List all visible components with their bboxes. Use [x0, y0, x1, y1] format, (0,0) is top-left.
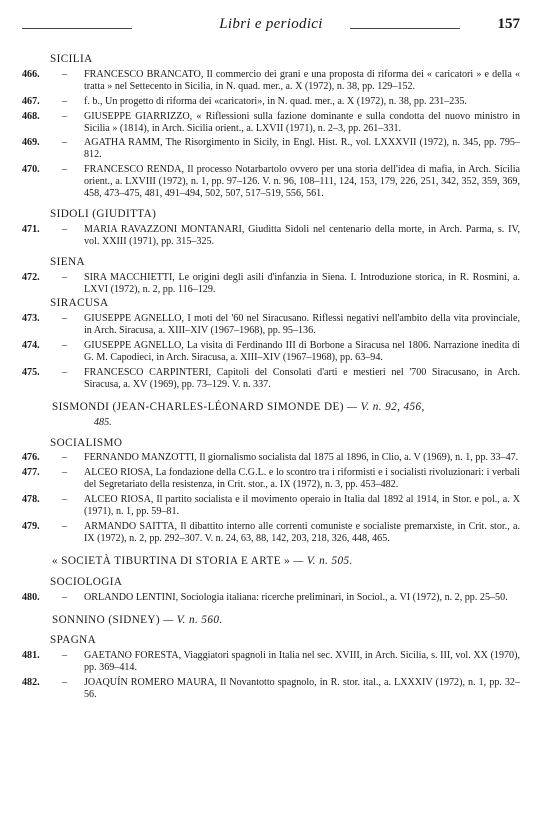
entry-number: 475. — [22, 366, 40, 378]
entry-number: 478. — [22, 494, 40, 506]
bibliography-entry: 469. – AGATHA RAMM, The Risorgimento in Sicily, in Engl. Hist. R., vol. LXXXVII (1972), n. 345, pp. 795–812. — [22, 137, 520, 161]
entry-text: SIRA MACCHIETTI, Le origini degli asili d'infanzia in Siena. I. Introduzione storica, in R. Rosmini, a. LXVI (1972), n. 2, pp. 116–129. — [84, 271, 520, 295]
running-title: Libri e periodici — [219, 16, 323, 32]
crossref-heading-sonnino: SONNINO (SIDNEY) — V. n. 560. — [52, 613, 223, 626]
entry-text: ALCEO RIOSA, Il partito socialista e il movimento operaio in Italia dal 1892 al 1914, in Stor. e pol., a. X (1971), n. 1, pp. 59–81. — [84, 494, 520, 518]
page-number: 157 — [497, 16, 520, 32]
crossref-heading-sismondi: SISMONDI (JEAN-CHARLES-LÉONARD SIMONDE DE) — V. n. 92, 456, — [52, 400, 425, 413]
entry-text: ARMANDO SAITTA, Il dibattito interno alle correnti comuniste e socialiste premarxiste, in Crit. stor., a. IX (1972), n. 2, pp. 292–307. V. n. 24, 63, 88, 142, 203, 218, 326, 448, 465. — [84, 521, 520, 544]
entry-number: 474. — [22, 340, 40, 352]
entry-number: 471. — [22, 223, 40, 235]
entry-text: ALCEO RIOSA, La fondazione della C.G.L. e lo scontro tra i riformisti e i socialisti rivoluzionari: i verbali del Segretariato della resistenza, in Crit. stor., a. IX (1972), n. 3, pp. 453–482. — [84, 467, 520, 491]
section-heading: SIENA — [50, 255, 85, 268]
section-heading: SIDOLI (GIUDITTA) — [50, 207, 157, 220]
entry-number: 468. — [22, 110, 40, 122]
bibliography-entry: 470. – FRANCESCO RENDA, Il processo Notarbartolo ovvero per una storia dell'idea di mafia, in Arch. Sicilia orient., a. LXVIII (1972), n. 1, pp. 97–126. V. n. 96, 108–111, 124, 153, 179, 226, 251, 342, 352, 359, 369, 458, 473–475, 481, 491–494, 502, 507, 517–519, 556, 561. — [22, 164, 520, 200]
bibliography-body — [22, 52, 520, 704]
entry-text: JOAQUÍN ROMERO MAURA, Il Novantotto spagnolo, in R. stor. ital., a. LXXXIV (1972), n. 1, pp. 32–56. — [84, 677, 520, 701]
bibliography-entry: 478. – ALCEO RIOSA, Il partito socialista e il movimento operaio in Italia dal 1892 al 1914, in Stor. e pol., a. X (1971), n. 1, pp. 59–81. — [22, 494, 520, 518]
entry-number: 480. — [22, 591, 40, 603]
entry-number: 482. — [22, 677, 40, 689]
bibliography-entry: 476. – FERNANDO MANZOTTI, Il giornalismo socialista dal 1875 al 1896, in Clio, a. V (1969), n. 1, pp. 33–47. — [22, 452, 519, 464]
entry-text: f. b., Un progetto di riforma dei «caricatori», in N. quad. mer., a. X (1972), n. 38, pp. 231–235. — [84, 95, 467, 107]
entry-number: 477. — [22, 467, 40, 479]
section-heading: SOCIALISMO — [50, 436, 123, 449]
entry-number: 469. — [22, 137, 40, 149]
entry-number: 472. — [22, 271, 40, 283]
running-head — [22, 16, 520, 38]
bibliography-entry: 474. – GIUSEPPE AGNELLO, La visita di Ferdinando III di Borbone a Siracusa nel 1806. Narrazione inedita di G. M. Capodieci, in Arch. Siracusa, a. XIII–XIV (1967–1968), pp. 63–94. — [22, 340, 520, 364]
bibliography-entry: 473. – GIUSEPPE AGNELLO, I moti del '60 nel Siracusano. Riflessi negativi nell'ambito della vita provinciale, in Arch. Siracusa, a. XIII–XIV (1967–1968), pp. 95–136. — [22, 313, 520, 337]
entry-text: MARIA RAVAZZONI MONTANARI, Giuditta Sidoli nel centenario della morte, in Arch. Parma, s. IV, vol. XXIII (1971), pp. 315–325. — [84, 223, 520, 247]
bibliography-entry: 480. – ORLANDO LENTINI, Sociologia italiana: ricerche preliminari, in Sociol., a. VI (1972), n. 2, pp. 25–50. — [22, 592, 520, 604]
bibliography-entry: 466. – FRANCESCO BRANCATO, Il commercio dei grani e una proposta di riforma dei « caricatori » e della « tratta » nel Settecento in Sicilia, in N. quad. mer., a. X (1972), n. 38, pp. 129–152. — [22, 68, 520, 92]
entry-text: GAETANO FORESTA, Viaggiatori spagnoli in Italia nel sec. XVIII, in Arch. Sicilia, s. III, vol. XX (1970), pp. 369–414. — [84, 650, 520, 674]
crossref-heading-tiburtina: « SOCIETÀ TIBURTINA DI STORIA E ARTE » — V. n. 505. — [52, 554, 353, 567]
bibliography-entry: 475. – FRANCESCO CARPINTERI, Capitoli del Consolati d'arti e mestieri nel '700 Siracusano, in Arch. Siracusa, a. XV (1969), pp. 73–129. V. n. 337. — [22, 366, 520, 390]
bibliography-entry: 477. – ALCEO RIOSA, La fondazione della C.G.L. e lo scontro tra i riformisti e i socialisti rivoluzionari: i verbali del Segretariato della resistenza, in Crit. stor., a. IX (1972), n. 3, pp. 453–482. — [22, 467, 520, 491]
entry-text: GIUSEPPE GIARRIZZO, « Riflessioni sulla fazione dominante e sulla condotta del nuovo ministro in Sicilia » (1814), in Arch. Sicilia orient., a. LXVII (1971), n. 2–3, pp. 261–331. — [84, 110, 520, 134]
bibliography-entry: 467. – f. b., Un progetto di riforma dei «caricatori», in N. quad. mer., a. X (1972), n. 38, pp. 231–235. — [22, 96, 520, 108]
entry-text: ORLANDO LENTINI, Sociologia italiana: ricerche preliminari, in Sociol., a. VI (1972), n. 2, pp. 25–50. — [84, 591, 508, 603]
entry-number: 466. — [22, 68, 40, 80]
entry-number: 479. — [22, 521, 40, 532]
bibliography-entry: 481. – GAETANO FORESTA, Viaggiatori spagnoli in Italia nel sec. XVIII, in Arch. Sicilia, s. III, vol. XX (1970), pp. 369–414. — [22, 650, 520, 674]
entry-number: 473. — [22, 313, 40, 325]
entry-text: FERNANDO MANZOTTI, Il giornalismo socialista dal 1875 al 1896, in Clio, a. V (1969), n. 1, pp. 33–47. — [84, 452, 519, 464]
entry-text: FRANCESCO BRANCATO, Il commercio dei grani e una proposta di riforma dei « caricatori » e della « tratta » nel Settecento in Sicilia, in N. quad. mer., a. X (1972), n. 38, pp. 129–152. — [84, 68, 520, 92]
entry-text: FRANCESCO RENDA, Il processo Notarbartolo ovvero per una storia dell'idea di mafia, in Arch. Sicilia orient., a. LXVIII (1972), n. 1, pp. 97–126. V. n. 96, 108–111, 124, 153, 179, 226, 251, 342, 352, 359, 369, 458, 473–475, 481, 491–494, 502, 507, 517–519, 556, 561. — [84, 164, 520, 200]
entry-text: GIUSEPPE AGNELLO, La visita di Ferdinando III di Borbone a Siracusa nel 1806. Narrazione inedita di G. M. Capodieci, in Arch. Siracusa, a. XIII–XIV (1967–1968), pp. 63–94. — [84, 340, 520, 364]
header-rule-right — [350, 28, 460, 29]
entry-number: 467. — [22, 95, 40, 107]
entry-number: 476. — [22, 452, 40, 464]
bibliography-entry: 479. – ARMANDO SAITTA, Il dibattito interno alle correnti comuniste e socialiste premarxiste, in Crit. stor., a. IX (1972), n. 2, pp. 292–307. V. n. 24, 63, 88, 142, 203, 218, 326, 448, 465. — [22, 521, 520, 544]
bibliography-entry: 468. – GIUSEPPE GIARRIZZO, « Riflessioni sulla fazione dominante e sulla condotta del nuovo ministro in Sicilia » (1814), in Arch. Sicilia orient., a. LXVII (1971), n. 2–3, pp. 261–331. — [22, 110, 520, 134]
bibliography-entry: 482. – JOAQUÍN ROMERO MAURA, Il Novantotto spagnolo, in R. stor. ital., a. LXXXIV (1972), n. 1, pp. 32–56. — [22, 677, 520, 701]
entry-text: FRANCESCO CARPINTERI, Capitoli del Consolati d'arti e mestieri nel '700 Siracusano, in Arch. Siracusa, a. XV (1969), pp. 73–129. V. n. 337. — [84, 366, 520, 390]
section-heading: SPAGNA — [50, 634, 97, 647]
bibliography-entry: 471. – MARIA RAVAZZONI MONTANARI, Giuditta Sidoli nel centenario della morte, in Arch. Parma, s. IV, vol. XXIII (1971), pp. 315–325. — [22, 223, 520, 247]
entry-number: 481. — [22, 650, 40, 662]
entry-text: GIUSEPPE AGNELLO, I moti del '60 nel Siracusano. Riflessi negativi nell'ambito della vita provinciale, in Arch. Siracusa, a. XIII–XIV (1967–1968), pp. 95–136. — [84, 313, 520, 337]
entry-text: AGATHA RAMM, The Risorgimento in Sicily, in Engl. Hist. R., vol. LXXXVII (1972), n. 345, pp. 795–812. — [84, 137, 520, 161]
section-heading: SICILIA — [50, 53, 93, 65]
section-heading: SOCIOLOGIA — [50, 575, 123, 588]
crossref-continuation: 485. — [94, 416, 112, 428]
section-heading: SIRACUSA — [50, 297, 109, 310]
bibliography-entry: 472. – SIRA MACCHIETTI, Le origini degli asili d'infanzia in Siena. I. Introduzione storica, in R. Rosmini, a. LXVI (1972), n. 2, pp. 116–129. — [22, 271, 520, 295]
entry-number: 470. — [22, 164, 40, 176]
